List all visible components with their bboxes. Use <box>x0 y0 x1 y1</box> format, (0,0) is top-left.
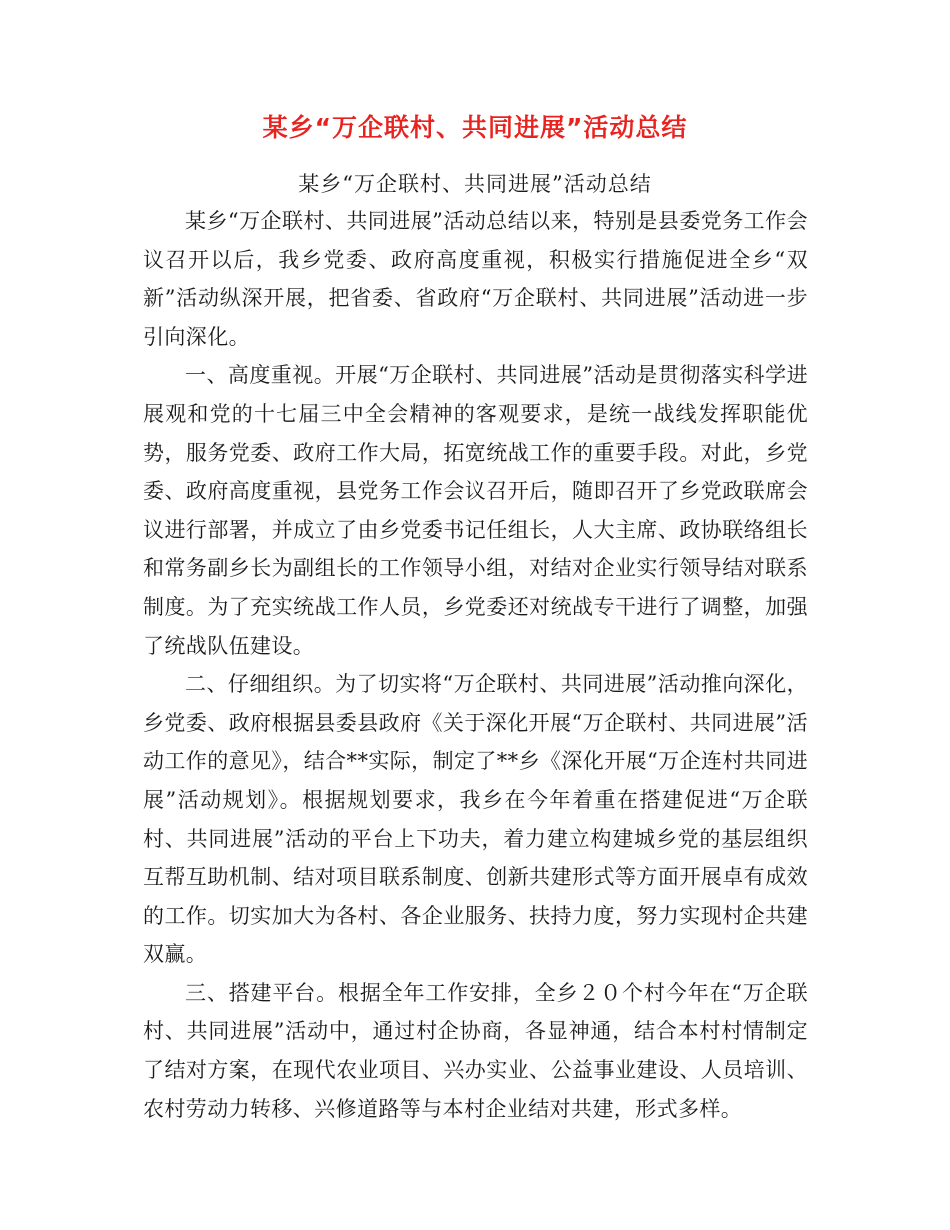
document-subtitle: 某乡“万企联村、共同进展”活动总结 <box>298 172 652 196</box>
document-title: 某乡“万企联村、共同进展”活动总结 <box>262 113 688 142</box>
document-body <box>143 202 808 1128</box>
paragraph-section-3: 三、搭建平台。根据全年工作安排，全乡２０个村今年在“万企联村、共同进展”活动中，通过村企协商，各显神通，结合本村村情制定了结对方案，在现代农业项目、兴办实业、公益事业建设、人员培训、农村劳动力转移、兴修道路等与本村企业结对共建，形式多样。 <box>143 980 808 1121</box>
paragraph-section-1: 一、高度重视。开展“万企联村、共同进展”活动是贯彻落实科学进展观和党的十七届三中全会精神的客观要求，是统一战线发挥职能优势，服务党委、政府工作大局，拓宽统战工作的重要手段。对此，乡党委、政府高度重视，县党务工作会议召开后，随即召开了乡党政联席会议进行部署，并成立了由乡党委书记任组长，人大主席、政协联络组长和常务副乡长为副组长的工作领导小组，对结对企业实行领导结对联系制度。为了充实统战工作人员，乡党委还对统战专干进行了调整，加强了统战队伍建设。 <box>143 363 808 658</box>
paragraph-intro: 某乡“万企联村、共同进展”活动总结以来，特别是县委党务工作会议召开以后，我乡党委、政府高度重视，积极实行措施促进全乡“双新”活动纵深开展，把省委、省政府“万企联村、共同进展”活动进一步引向深化。 <box>143 209 808 349</box>
paragraph-section-2: 二、仔细组织。为了切实将“万企联村、共同进展”活动推向深化，乡党委、政府根据县委县政府《关于深化开展“万企联村、共同进展”活动工作的意见》，结合**实际，制定了**乡《深化开展“万企连村共同进展”活动规划》。根据规划要求，我乡在今年着重在搭建促进“万企联村、共同进展”活动的平台上下功夫，着力建立构建城乡党的基层组织互帮互助机制、结对项目联系制度、创新共建形式等方面开展卓有成效的工作。切实加大为各村、各企业服务、扶持力度，努力实现村企共建双赢。 <box>143 672 808 967</box>
